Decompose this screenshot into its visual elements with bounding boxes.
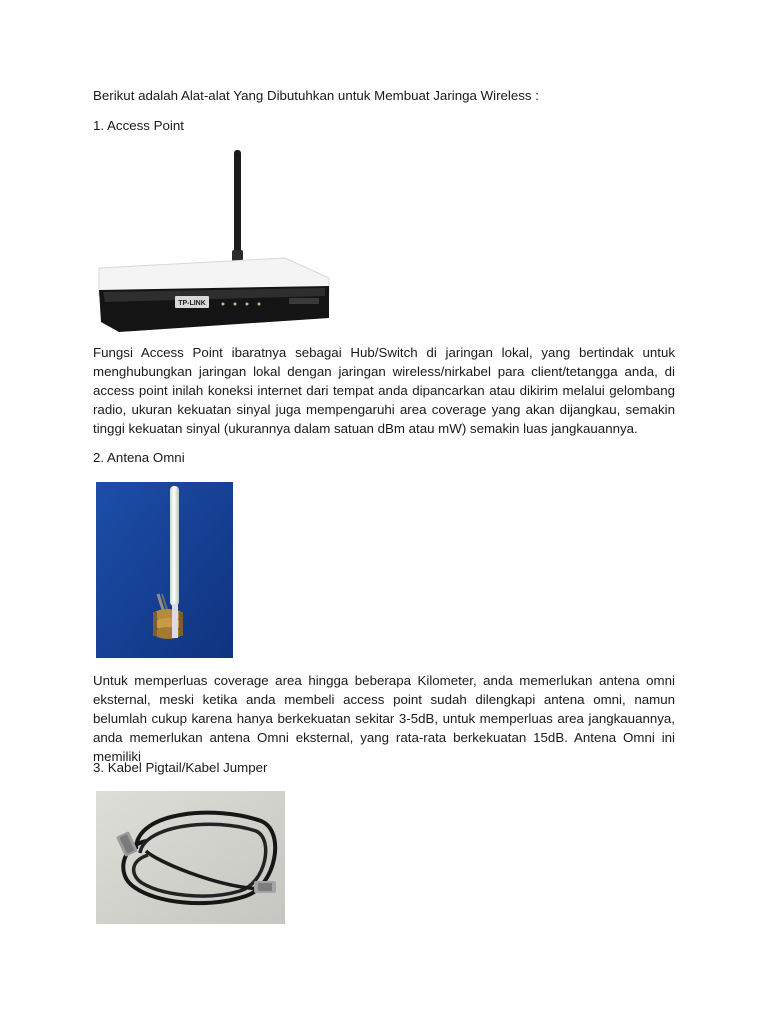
access-point-paragraph: Fungsi Access Point ibaratnya sebagai Hub/Switch di jaringan lokal, yang bertindak untuk menghubungkan jaringan lokal dengan jaringan wireless/nirkabel para client/tetangga anda, di access point inilah koneksi internet dari tempat anda dipancarkan atau dikirim melalui gelombang radio, ukuran kekuatan sinyal juga mempengaruhi area coverage yang akan dijangkau, semakin tinggi kekuatan sinyal (ukurannya dalam satuan dBm atau mW) semakin luas jangkauannya. xyxy=(93,345,675,436)
antena-omni-paragraph: Untuk memperluas coverage area hingga beberapa Kilometer, anda memerlukan antena omni eksternal, meski ketika anda membeli access point sudah dilengkapi antena omni, namun belumlah cukup karena hanya berkekuatan sekitar 3-5dB, untuk memperluas area jangkauannya, anda memerlukan antena Omni eksternal, yang rata-rata berkekuatan 15dB. Antena Omni ini memiliki xyxy=(93,673,675,764)
omni-antenna-image xyxy=(96,482,233,658)
section-heading-kabel-pigtail: 3. Kabel Pigtail/Kabel Jumper xyxy=(93,760,268,775)
section-heading-antena-omni: 2. Antena Omni xyxy=(93,450,185,465)
intro-text: Berikut adalah Alat-alat Yang Dibutuhkan untuk Membuat Jaringa Wireless : xyxy=(93,88,539,103)
pigtail-cable-image xyxy=(96,791,285,924)
access-point-image xyxy=(93,146,333,336)
section-heading-access-point: 1. Access Point xyxy=(93,118,184,133)
router-brand-label: TP-LINK xyxy=(178,300,206,307)
